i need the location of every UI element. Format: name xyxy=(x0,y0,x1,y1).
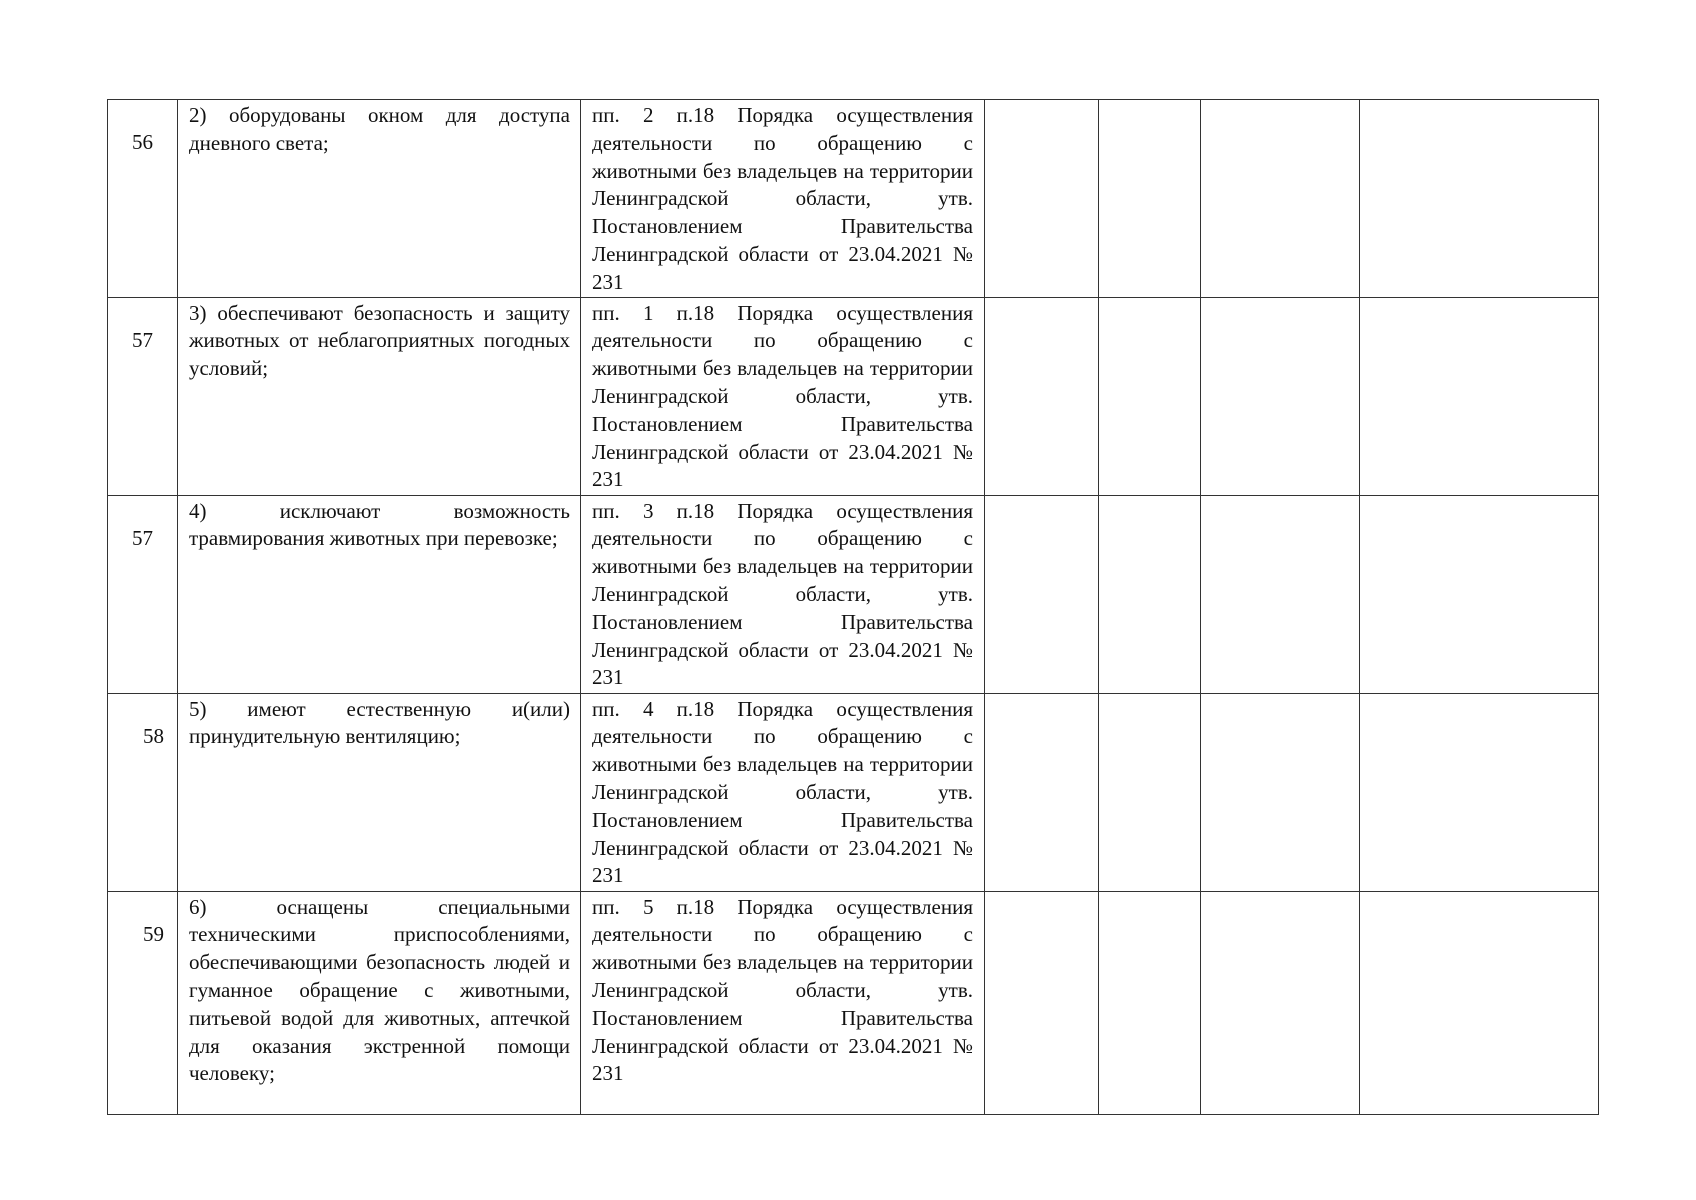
empty-cell-6 xyxy=(1201,891,1360,1114)
table-row xyxy=(108,891,1599,1114)
empty-cell-6 xyxy=(1201,495,1360,693)
reference-cell xyxy=(581,891,985,1114)
reference-cell xyxy=(581,495,985,693)
empty-cell-7 xyxy=(1360,693,1599,891)
row-number: 57 xyxy=(132,525,153,550)
requirement-cell xyxy=(178,100,581,298)
table-row xyxy=(108,495,1599,693)
row-number-cell xyxy=(108,891,178,1114)
requirement-text: 5) имеют естественную и(или) принудительную вентиляцию; xyxy=(189,696,570,749)
empty-cell-6 xyxy=(1201,693,1360,891)
empty-cell-4 xyxy=(985,297,1099,495)
table-row xyxy=(108,297,1599,495)
reference-cell xyxy=(581,100,985,298)
empty-cell-5 xyxy=(1099,297,1201,495)
empty-cell-5 xyxy=(1099,693,1201,891)
requirements-table xyxy=(107,99,1599,1115)
reference-text: пп. 3 п.18 Порядка осуществления деятельности по обращению с животными без владельцев на территории Ленинградской области, утв. Постановлением Правительства Ленинградской области от 23.04.2021 № 231 xyxy=(592,498,973,690)
row-number: 59 xyxy=(143,921,164,946)
reference-cell xyxy=(581,297,985,495)
requirement-cell xyxy=(178,495,581,693)
empty-cell-4 xyxy=(985,693,1099,891)
empty-cell-4 xyxy=(985,100,1099,298)
requirement-text: 6) оснащены специальными техническими приспособлениями, обеспечивающими безопасность людей и гуманное обращение с животными, питьевой водой для животных, аптечкой для оказания экстренной помощи человеку; xyxy=(189,894,570,1086)
row-number: 58 xyxy=(143,723,164,748)
empty-cell-5 xyxy=(1099,100,1201,298)
table-row xyxy=(108,693,1599,891)
row-number-cell xyxy=(108,693,178,891)
reference-text: пп. 1 п.18 Порядка осуществления деятельности по обращению с животными без владельцев на территории Ленинградской области, утв. Постановлением Правительства Ленинградской области от 23.04.2021 № 231 xyxy=(592,300,973,492)
reference-cell xyxy=(581,693,985,891)
empty-cell-7 xyxy=(1360,891,1599,1114)
requirement-text: 3) обеспечивают безопасность и защиту животных от неблагоприятных погодных условий; xyxy=(189,300,570,381)
row-number: 57 xyxy=(132,327,153,352)
reference-text: пп. 2 п.18 Порядка осуществления деятельности по обращению с животными без владельцев на территории Ленинградской области, утв. Постановлением Правительства Ленинградской области от 23.04.2021 № 231 xyxy=(592,103,973,294)
empty-cell-6 xyxy=(1201,297,1360,495)
requirement-text: 4) исключают возможность травмирования животных при перевозке; xyxy=(189,498,570,551)
empty-cell-6 xyxy=(1201,100,1360,298)
empty-cell-7 xyxy=(1360,297,1599,495)
requirement-cell xyxy=(178,297,581,495)
table-row xyxy=(108,100,1599,298)
empty-cell-4 xyxy=(985,891,1099,1114)
empty-cell-4 xyxy=(985,495,1099,693)
reference-text: пп. 5 п.18 Порядка осуществления деятельности по обращению с животными без владельцев на территории Ленинградской области, утв. Постановлением Правительства Ленинградской области от 23.04.2021 № 231 xyxy=(592,894,973,1086)
row-number-cell xyxy=(108,100,178,298)
requirement-text: 2) оборудованы окном для доступа дневного света; xyxy=(189,103,570,155)
empty-cell-7 xyxy=(1360,495,1599,693)
row-number: 56 xyxy=(132,130,153,154)
requirement-cell xyxy=(178,693,581,891)
empty-cell-5 xyxy=(1099,891,1201,1114)
row-number-cell xyxy=(108,297,178,495)
row-number-cell xyxy=(108,495,178,693)
empty-cell-7 xyxy=(1360,100,1599,298)
empty-cell-5 xyxy=(1099,495,1201,693)
reference-text: пп. 4 п.18 Порядка осуществления деятельности по обращению с животными без владельцев на территории Ленинградской области, утв. Постановлением Правительства Ленинградской области от 23.04.2021 № 231 xyxy=(592,696,973,888)
requirement-cell xyxy=(178,891,581,1114)
